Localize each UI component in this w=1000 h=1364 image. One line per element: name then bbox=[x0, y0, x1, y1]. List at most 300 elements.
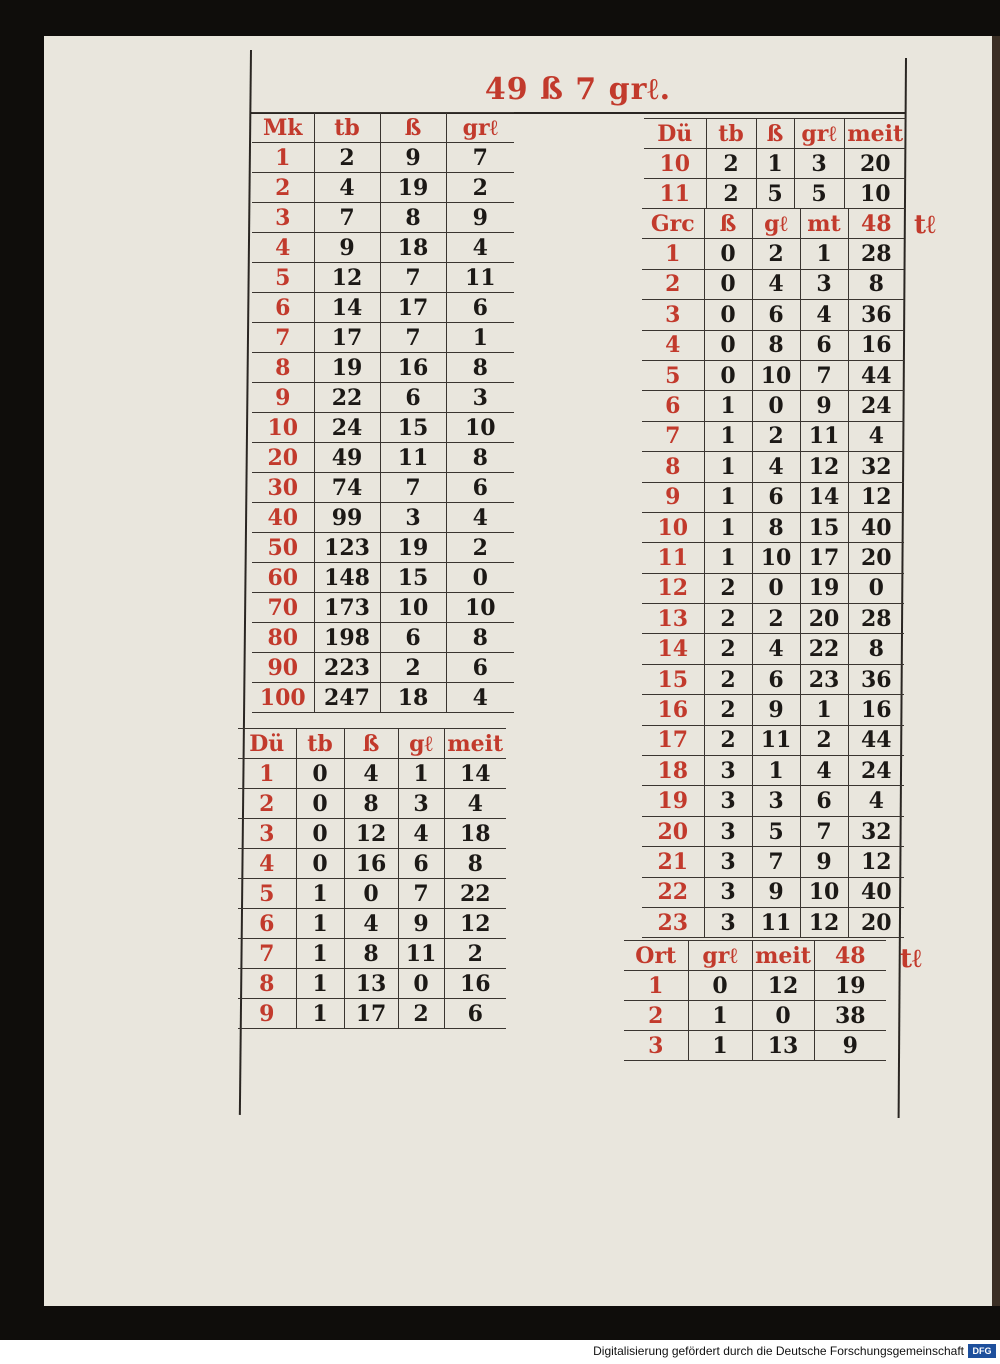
table-cell: 223 bbox=[314, 653, 380, 683]
row-label: 2 bbox=[624, 1001, 688, 1031]
table-cell: 32 bbox=[848, 816, 904, 846]
table-cell: 24 bbox=[314, 413, 380, 443]
table-row bbox=[252, 473, 514, 503]
table-cell: 2 bbox=[706, 149, 756, 179]
table-row bbox=[642, 695, 904, 725]
row-label: 11 bbox=[642, 543, 704, 573]
row-label: 1 bbox=[642, 239, 704, 269]
table-row bbox=[238, 789, 506, 819]
table-cell: 0 bbox=[704, 360, 752, 390]
table-cell: 4 bbox=[800, 756, 848, 786]
table-cell: 8 bbox=[752, 330, 800, 360]
table-cell: 19 bbox=[800, 573, 848, 603]
table-row bbox=[624, 1001, 886, 1031]
table-row bbox=[642, 756, 904, 786]
table-header-row bbox=[642, 209, 904, 239]
table-cell: 3 bbox=[794, 149, 844, 179]
table-cell: 1 bbox=[296, 969, 344, 999]
table-cell: 173 bbox=[314, 593, 380, 623]
table-cell: 6 bbox=[800, 786, 848, 816]
table-cell: 0 bbox=[296, 789, 344, 819]
row-label: 30 bbox=[252, 473, 314, 503]
table-cell: 4 bbox=[446, 683, 514, 713]
table-cell: 6 bbox=[800, 330, 848, 360]
table-cell: 13 bbox=[752, 1031, 814, 1061]
row-label: 23 bbox=[642, 907, 704, 937]
row-label: 5 bbox=[252, 263, 314, 293]
table-cell: 3 bbox=[704, 847, 752, 877]
table-row bbox=[642, 907, 904, 937]
table-row bbox=[252, 263, 514, 293]
table-cell: 10 bbox=[800, 877, 848, 907]
table-cell: 99 bbox=[314, 503, 380, 533]
row-label: 6 bbox=[252, 293, 314, 323]
table-cell: 6 bbox=[446, 293, 514, 323]
table-header-row bbox=[238, 729, 506, 759]
row-label: 7 bbox=[238, 939, 296, 969]
table-cell: 18 bbox=[380, 683, 446, 713]
table-row bbox=[624, 971, 886, 1001]
table-cell: 0 bbox=[752, 391, 800, 421]
table-row bbox=[238, 939, 506, 969]
table-cell: 4 bbox=[800, 300, 848, 330]
table-cell: 16 bbox=[848, 330, 904, 360]
table-cell: 8 bbox=[446, 443, 514, 473]
table-cell: 1 bbox=[446, 323, 514, 353]
row-label: 10 bbox=[644, 149, 706, 179]
table-cell: 36 bbox=[848, 664, 904, 694]
column-header: gℓ bbox=[752, 209, 800, 239]
table-row bbox=[642, 512, 904, 542]
column-header: tb bbox=[296, 729, 344, 759]
table-cell: 8 bbox=[380, 203, 446, 233]
ort-side-label: tℓ bbox=[900, 944, 922, 974]
table-cell: 1 bbox=[756, 149, 794, 179]
table-row bbox=[642, 330, 904, 360]
table-cell: 12 bbox=[752, 971, 814, 1001]
page-edge bbox=[992, 36, 1000, 1306]
table-cell: 148 bbox=[314, 563, 380, 593]
column-header: ß bbox=[704, 209, 752, 239]
table-cell: 14 bbox=[314, 293, 380, 323]
column-header: meit bbox=[444, 729, 506, 759]
table-cell: 12 bbox=[848, 847, 904, 877]
table-cell: 4 bbox=[752, 452, 800, 482]
table-cell: 7 bbox=[800, 360, 848, 390]
table-cell: 2 bbox=[446, 173, 514, 203]
table-row bbox=[642, 725, 904, 755]
table-row bbox=[642, 421, 904, 451]
table-cell: 1 bbox=[800, 695, 848, 725]
table-row bbox=[644, 149, 906, 179]
table-cell: 0 bbox=[704, 269, 752, 299]
table-cell: 16 bbox=[444, 969, 506, 999]
table-row bbox=[642, 239, 904, 269]
table-cell: 3 bbox=[704, 877, 752, 907]
table-cell: 19 bbox=[380, 533, 446, 563]
table-cell: 0 bbox=[398, 969, 444, 999]
grc-side-label: tℓ bbox=[914, 210, 936, 240]
table-cell: 16 bbox=[380, 353, 446, 383]
column-header: Dü bbox=[238, 729, 296, 759]
table-cell: 14 bbox=[800, 482, 848, 512]
table-cell: 40 bbox=[848, 512, 904, 542]
row-label: 11 bbox=[644, 179, 706, 209]
table-cell: 3 bbox=[704, 907, 752, 937]
row-label: 2 bbox=[642, 269, 704, 299]
table-row bbox=[252, 143, 514, 173]
row-label: 9 bbox=[252, 383, 314, 413]
table-cell: 1 bbox=[704, 452, 752, 482]
table-cell: 1 bbox=[296, 999, 344, 1029]
table-grc bbox=[642, 208, 904, 938]
table-cell: 6 bbox=[446, 473, 514, 503]
table-cell: 8 bbox=[344, 789, 398, 819]
table-cell: 2 bbox=[704, 634, 752, 664]
table-cell: 18 bbox=[380, 233, 446, 263]
column-header: Grc bbox=[642, 209, 704, 239]
row-label: 100 bbox=[252, 683, 314, 713]
table-cell: 4 bbox=[444, 789, 506, 819]
row-label: 22 bbox=[642, 877, 704, 907]
table-row bbox=[252, 353, 514, 383]
table-cell: 0 bbox=[704, 330, 752, 360]
table-cell: 2 bbox=[800, 725, 848, 755]
table-cell: 10 bbox=[844, 179, 906, 209]
column-header: ß bbox=[756, 119, 794, 149]
table-row bbox=[642, 269, 904, 299]
table-cell: 15 bbox=[380, 563, 446, 593]
row-label: 3 bbox=[624, 1031, 688, 1061]
table-cell: 0 bbox=[704, 300, 752, 330]
table-cell: 123 bbox=[314, 533, 380, 563]
row-label: 1 bbox=[252, 143, 314, 173]
table-cell: 1 bbox=[296, 879, 344, 909]
row-label: 5 bbox=[642, 360, 704, 390]
table-cell: 8 bbox=[848, 269, 904, 299]
table-row bbox=[252, 413, 514, 443]
table-cell: 1 bbox=[704, 421, 752, 451]
table-cell: 20 bbox=[848, 543, 904, 573]
table-cell: 11 bbox=[752, 725, 800, 755]
table-cell: 4 bbox=[344, 759, 398, 789]
table-cell: 4 bbox=[848, 786, 904, 816]
table-cell: 1 bbox=[398, 759, 444, 789]
table-cell: 1 bbox=[704, 543, 752, 573]
table-cell: 3 bbox=[704, 786, 752, 816]
table-cell: 12 bbox=[314, 263, 380, 293]
column-header: grℓ bbox=[688, 941, 752, 971]
column-header: grℓ bbox=[794, 119, 844, 149]
column-header: Mk bbox=[252, 113, 314, 143]
table-cell: 8 bbox=[344, 939, 398, 969]
table-cell: 4 bbox=[344, 909, 398, 939]
table-cell: 11 bbox=[398, 939, 444, 969]
row-label: 3 bbox=[252, 203, 314, 233]
table-cell: 6 bbox=[446, 653, 514, 683]
table-cell: 6 bbox=[380, 623, 446, 653]
table-cell: 44 bbox=[848, 360, 904, 390]
table-header-row bbox=[252, 113, 514, 143]
column-header: 48 bbox=[848, 209, 904, 239]
table-cell: 6 bbox=[752, 482, 800, 512]
table-cell: 6 bbox=[752, 664, 800, 694]
table-cell: 2 bbox=[380, 653, 446, 683]
table-cell: 1 bbox=[752, 756, 800, 786]
table-cell: 20 bbox=[844, 149, 906, 179]
row-label: 20 bbox=[252, 443, 314, 473]
table-cell: 247 bbox=[314, 683, 380, 713]
table-cell: 6 bbox=[398, 849, 444, 879]
table-row bbox=[238, 879, 506, 909]
table-row bbox=[642, 482, 904, 512]
table-row bbox=[642, 391, 904, 421]
column-header: ß bbox=[344, 729, 398, 759]
table-cell: 11 bbox=[380, 443, 446, 473]
table-row bbox=[252, 533, 514, 563]
table-row bbox=[642, 816, 904, 846]
table-cell: 2 bbox=[704, 695, 752, 725]
table-cell: 0 bbox=[446, 563, 514, 593]
row-label: 1 bbox=[624, 971, 688, 1001]
column-header: gℓ bbox=[398, 729, 444, 759]
row-label: 40 bbox=[252, 503, 314, 533]
page-header: 49 ß 7 grℓ. bbox=[484, 72, 672, 107]
table-row bbox=[642, 543, 904, 573]
table-cell: 1 bbox=[704, 391, 752, 421]
table-cell: 0 bbox=[296, 849, 344, 879]
table-cell: 8 bbox=[446, 623, 514, 653]
table-cell: 9 bbox=[380, 143, 446, 173]
table-cell: 2 bbox=[752, 421, 800, 451]
table-cell: 198 bbox=[314, 623, 380, 653]
row-label: 90 bbox=[252, 653, 314, 683]
table-cell: 20 bbox=[800, 604, 848, 634]
table-cell: 3 bbox=[398, 789, 444, 819]
table-header-row bbox=[624, 941, 886, 971]
table-cell: 1 bbox=[688, 1001, 752, 1031]
table-row bbox=[252, 323, 514, 353]
table-cell: 9 bbox=[314, 233, 380, 263]
table-row bbox=[252, 443, 514, 473]
table-cell: 0 bbox=[296, 759, 344, 789]
table-cell: 0 bbox=[848, 573, 904, 603]
table-row bbox=[252, 383, 514, 413]
table-cell: 9 bbox=[800, 847, 848, 877]
table-cell: 9 bbox=[752, 877, 800, 907]
table-cell: 12 bbox=[444, 909, 506, 939]
table-cell: 3 bbox=[446, 383, 514, 413]
table-cell: 5 bbox=[752, 816, 800, 846]
table-cell: 0 bbox=[296, 819, 344, 849]
row-label: 4 bbox=[238, 849, 296, 879]
table-cell: 2 bbox=[444, 939, 506, 969]
table-cell: 22 bbox=[800, 634, 848, 664]
table-row bbox=[238, 999, 506, 1029]
row-label: 15 bbox=[642, 664, 704, 694]
table-cell: 0 bbox=[344, 879, 398, 909]
row-label: 10 bbox=[642, 512, 704, 542]
table-cell: 11 bbox=[446, 263, 514, 293]
row-label: 19 bbox=[642, 786, 704, 816]
table-row bbox=[644, 179, 906, 209]
table-mk bbox=[252, 112, 514, 713]
table-cell: 40 bbox=[848, 877, 904, 907]
table-cell: 3 bbox=[752, 786, 800, 816]
table-row bbox=[252, 203, 514, 233]
table-cell: 1 bbox=[688, 1031, 752, 1061]
row-label: 5 bbox=[238, 879, 296, 909]
table-cell: 4 bbox=[752, 269, 800, 299]
table-row bbox=[238, 909, 506, 939]
table-cell: 17 bbox=[344, 999, 398, 1029]
column-header: mt bbox=[800, 209, 848, 239]
row-label: 2 bbox=[238, 789, 296, 819]
table-row bbox=[238, 819, 506, 849]
table-cell: 17 bbox=[314, 323, 380, 353]
table-cell: 4 bbox=[446, 503, 514, 533]
table-row bbox=[238, 969, 506, 999]
table-cell: 74 bbox=[314, 473, 380, 503]
row-label: 8 bbox=[252, 353, 314, 383]
table-cell: 28 bbox=[848, 239, 904, 269]
table-cell: 9 bbox=[752, 695, 800, 725]
table-cell: 2 bbox=[752, 239, 800, 269]
footer-bar bbox=[0, 1340, 1000, 1364]
table-cell: 8 bbox=[848, 634, 904, 664]
table-cell: 14 bbox=[444, 759, 506, 789]
column-header: meit bbox=[844, 119, 906, 149]
row-label: 20 bbox=[642, 816, 704, 846]
table-cell: 3 bbox=[704, 816, 752, 846]
row-label: 4 bbox=[252, 233, 314, 263]
table-cell: 2 bbox=[446, 533, 514, 563]
table-cell: 15 bbox=[800, 512, 848, 542]
table-cell: 17 bbox=[380, 293, 446, 323]
table-cell: 12 bbox=[848, 482, 904, 512]
table-cell: 10 bbox=[446, 413, 514, 443]
table-cell: 16 bbox=[848, 695, 904, 725]
table-cell: 10 bbox=[380, 593, 446, 623]
table-cell: 2 bbox=[398, 999, 444, 1029]
table-cell: 7 bbox=[380, 323, 446, 353]
table-cell: 2 bbox=[314, 143, 380, 173]
row-label: 60 bbox=[252, 563, 314, 593]
row-label: 9 bbox=[238, 999, 296, 1029]
table-row bbox=[642, 786, 904, 816]
table-cell: 11 bbox=[800, 421, 848, 451]
table-cell: 4 bbox=[446, 233, 514, 263]
table-cell: 22 bbox=[444, 879, 506, 909]
column-header: grℓ bbox=[446, 113, 514, 143]
row-label: 80 bbox=[252, 623, 314, 653]
table-cell: 10 bbox=[752, 543, 800, 573]
row-label: 6 bbox=[238, 909, 296, 939]
table-cell: 15 bbox=[380, 413, 446, 443]
table-cell: 24 bbox=[848, 391, 904, 421]
table-cell: 8 bbox=[444, 849, 506, 879]
table-cell: 7 bbox=[314, 203, 380, 233]
row-label: 50 bbox=[252, 533, 314, 563]
table-row bbox=[252, 623, 514, 653]
table-cell: 3 bbox=[704, 756, 752, 786]
table-cell: 1 bbox=[704, 512, 752, 542]
table-row bbox=[642, 634, 904, 664]
table-cell: 32 bbox=[848, 452, 904, 482]
table-cell: 9 bbox=[446, 203, 514, 233]
table-cell: 3 bbox=[380, 503, 446, 533]
table-cell: 5 bbox=[794, 179, 844, 209]
table-cell: 4 bbox=[398, 819, 444, 849]
table-cell: 12 bbox=[800, 907, 848, 937]
table-cell: 0 bbox=[752, 573, 800, 603]
table-cell: 2 bbox=[706, 179, 756, 209]
table-cell: 44 bbox=[848, 725, 904, 755]
table-row bbox=[238, 849, 506, 879]
row-label: 9 bbox=[642, 482, 704, 512]
row-label: 13 bbox=[642, 604, 704, 634]
table-cell: 16 bbox=[344, 849, 398, 879]
row-label: 21 bbox=[642, 847, 704, 877]
row-label: 3 bbox=[642, 300, 704, 330]
table-cell: 4 bbox=[848, 421, 904, 451]
column-header: tb bbox=[706, 119, 756, 149]
table-cell: 8 bbox=[752, 512, 800, 542]
table-row bbox=[252, 563, 514, 593]
row-label: 1 bbox=[238, 759, 296, 789]
row-label: 17 bbox=[642, 725, 704, 755]
row-label: 8 bbox=[238, 969, 296, 999]
table-cell: 2 bbox=[704, 664, 752, 694]
row-label: 6 bbox=[642, 391, 704, 421]
table-row bbox=[252, 683, 514, 713]
table-cell: 1 bbox=[296, 939, 344, 969]
table-cell: 19 bbox=[380, 173, 446, 203]
table-row bbox=[642, 573, 904, 603]
table-cell: 19 bbox=[314, 353, 380, 383]
table-cell: 9 bbox=[814, 1031, 886, 1061]
table-row bbox=[238, 759, 506, 789]
table-row bbox=[642, 847, 904, 877]
table-cell: 6 bbox=[380, 383, 446, 413]
table-cell: 49 bbox=[314, 443, 380, 473]
table-row bbox=[252, 593, 514, 623]
row-label: 10 bbox=[252, 413, 314, 443]
column-header: ß bbox=[380, 113, 446, 143]
table-cell: 24 bbox=[848, 756, 904, 786]
row-label: 12 bbox=[642, 573, 704, 603]
table-du-right bbox=[644, 118, 906, 209]
table-cell: 6 bbox=[752, 300, 800, 330]
table-cell: 12 bbox=[344, 819, 398, 849]
table-cell: 36 bbox=[848, 300, 904, 330]
table-cell: 2 bbox=[704, 725, 752, 755]
table-du-left bbox=[238, 728, 506, 1029]
row-label: 4 bbox=[642, 330, 704, 360]
table-cell: 7 bbox=[380, 473, 446, 503]
table-cell: 7 bbox=[752, 847, 800, 877]
row-label: 14 bbox=[642, 634, 704, 664]
table-cell: 7 bbox=[398, 879, 444, 909]
table-row bbox=[642, 877, 904, 907]
table-cell: 20 bbox=[848, 907, 904, 937]
dfg-logo: DFG bbox=[968, 1344, 996, 1358]
table-cell: 1 bbox=[296, 909, 344, 939]
row-label: 18 bbox=[642, 756, 704, 786]
table-cell: 9 bbox=[800, 391, 848, 421]
table-cell: 8 bbox=[446, 353, 514, 383]
row-label: 3 bbox=[238, 819, 296, 849]
